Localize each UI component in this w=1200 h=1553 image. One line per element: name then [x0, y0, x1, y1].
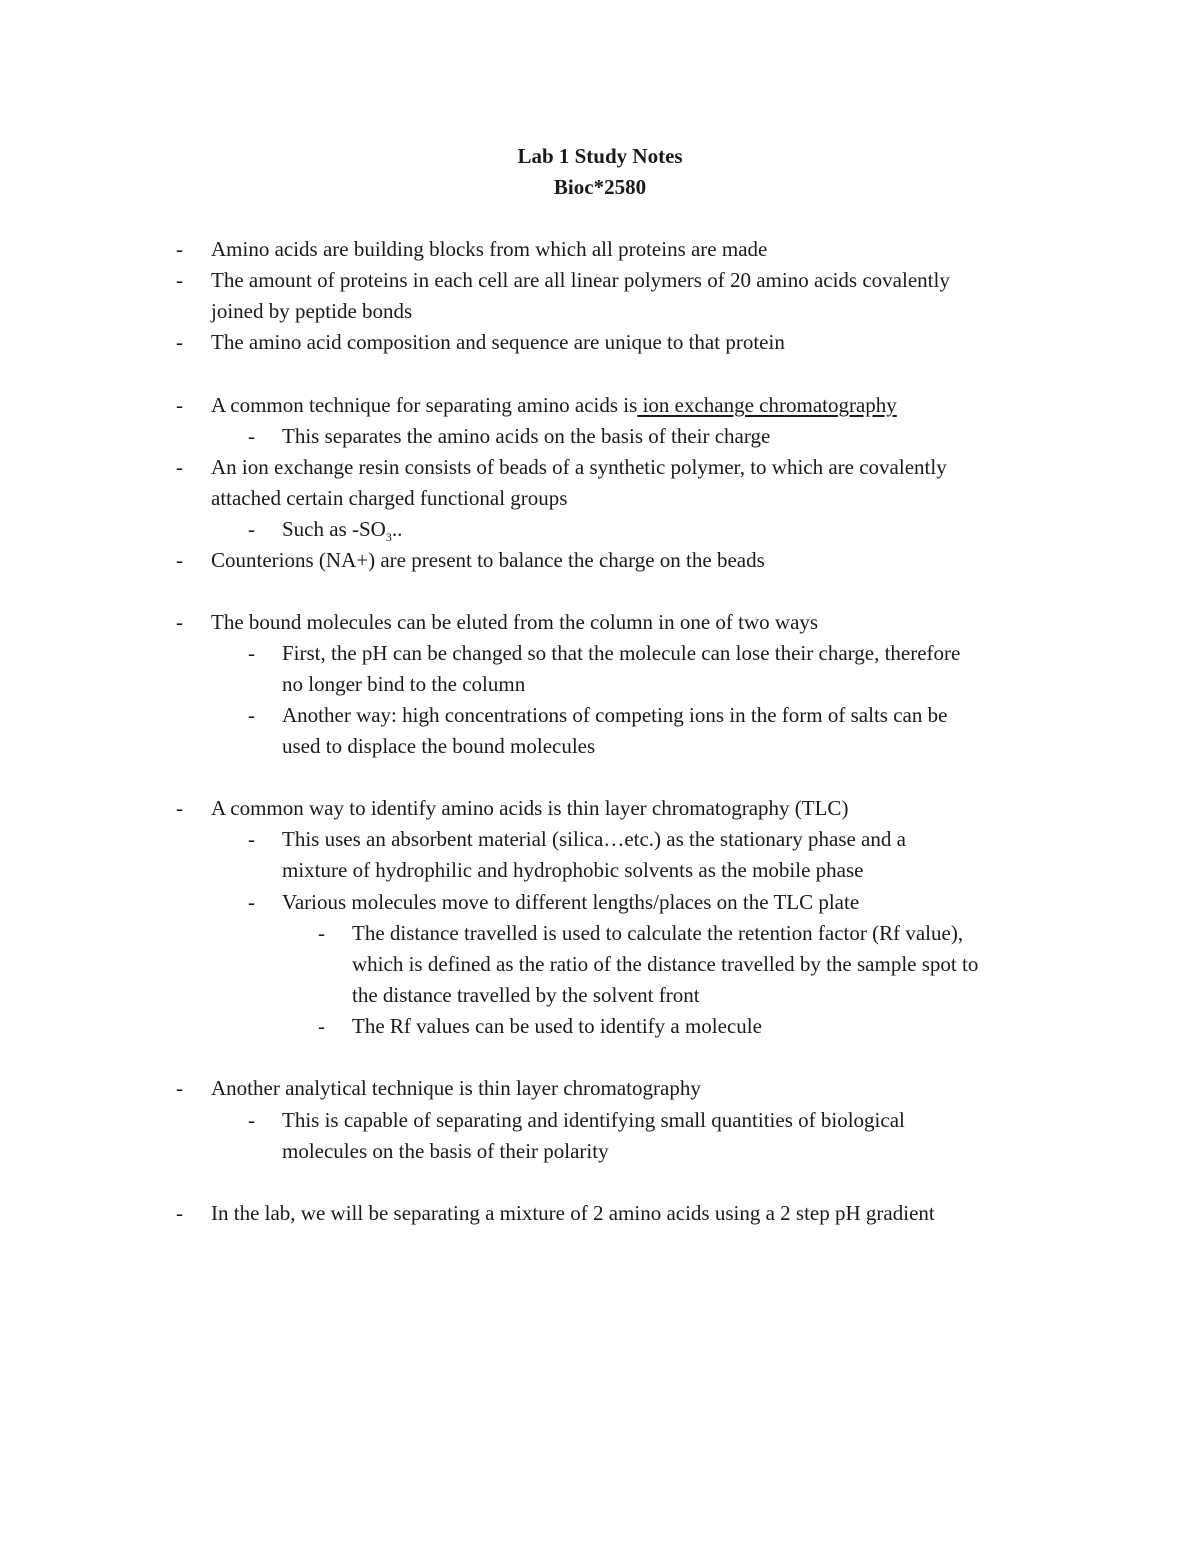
note-subline: molecules on the basis of their polarity: [282, 1139, 609, 1163]
bullet-dash: -: [318, 1014, 325, 1038]
note-subline: This is capable of separating and identifying small quantities of biological: [282, 1108, 905, 1132]
bullet-dash: -: [176, 548, 183, 572]
bullet-dash: -: [176, 330, 183, 354]
note-line: The bound molecules can be eluted from the column in one of two ways: [211, 610, 819, 634]
note-line: The amino acid composition and sequence are unique to that protein: [211, 330, 785, 354]
note-subsubline: The Rf values can be used to identify a molecule: [352, 1014, 762, 1038]
bullet-dash: -: [176, 393, 183, 417]
note-text: Such as -SO: [282, 517, 386, 541]
note-subline: First, the pH can be changed so that the molecule can lose their charge, therefore: [282, 641, 961, 665]
bullet-dash: -: [176, 268, 183, 292]
note-subline: Another way: high concentrations of competing ions in the form of salts can be: [282, 703, 948, 727]
note-subline: This uses an absorbent material (silica…etc.) as the stationary phase and a: [282, 827, 906, 851]
bullet-dash: -: [248, 1108, 255, 1132]
bullet-dash: -: [176, 1201, 183, 1225]
note-subline: no longer bind to the column: [282, 672, 526, 696]
note-text: ..: [391, 517, 403, 541]
bullet-dash: -: [248, 641, 255, 665]
document-title: Lab 1 Study Notes: [517, 144, 683, 168]
note-subsubline: The distance travelled is used to calculate the retention factor (Rf value),: [352, 921, 964, 945]
course-code: Bioc*2580: [553, 175, 647, 199]
note-subsubline: which is defined as the ratio of the distance travelled by the sample spot to: [352, 952, 979, 976]
underlined-term: ion exchange chromatography: [637, 393, 897, 417]
note-line: joined by peptide bonds: [211, 299, 413, 323]
note-subline: mixture of hydrophilic and hydrophobic solvents as the mobile phase: [282, 858, 864, 882]
note-subline: used to displace the bound molecules: [282, 734, 596, 758]
bullet-dash: -: [248, 827, 255, 851]
bullet-dash: -: [176, 610, 183, 634]
note-subsubline: the distance travelled by the solvent front: [352, 983, 700, 1007]
bullet-dash: -: [318, 921, 325, 945]
bullet-dash: -: [176, 1076, 183, 1100]
note-text: A common technique for separating amino acids is: [211, 393, 638, 417]
subscript: 3: [385, 530, 392, 545]
bullet-dash: -: [176, 237, 183, 261]
note-subline: This separates the amino acids on the basis of their charge: [282, 424, 771, 448]
note-line: In the lab, we will be separating a mixture of 2 amino acids using a 2 step pH gradient: [211, 1201, 935, 1225]
bullet-dash: -: [248, 517, 255, 541]
note-line: Counterions (NA+) are present to balance the charge on the beads: [211, 548, 765, 572]
note-line: Amino acids are building blocks from which all proteins are made: [211, 237, 768, 261]
bullet-dash: -: [176, 455, 183, 479]
note-subline: Various molecules move to different lengths/places on the TLC plate: [282, 890, 860, 914]
note-line: [211, 390, 897, 421]
bullet-dash: -: [248, 890, 255, 914]
note-line: A common way to identify amino acids is thin layer chromatography (TLC): [211, 796, 849, 820]
bullet-dash: -: [176, 796, 183, 820]
note-line: Another analytical technique is thin layer chromatography: [211, 1076, 701, 1100]
bullet-dash: -: [248, 424, 255, 448]
bullet-dash: -: [248, 703, 255, 727]
note-line: An ion exchange resin consists of beads of a synthetic polymer, to which are covalently: [211, 455, 947, 479]
note-line: The amount of proteins in each cell are all linear polymers of 20 amino acids covalently: [211, 268, 950, 292]
note-line: attached certain charged functional groups: [211, 486, 568, 510]
